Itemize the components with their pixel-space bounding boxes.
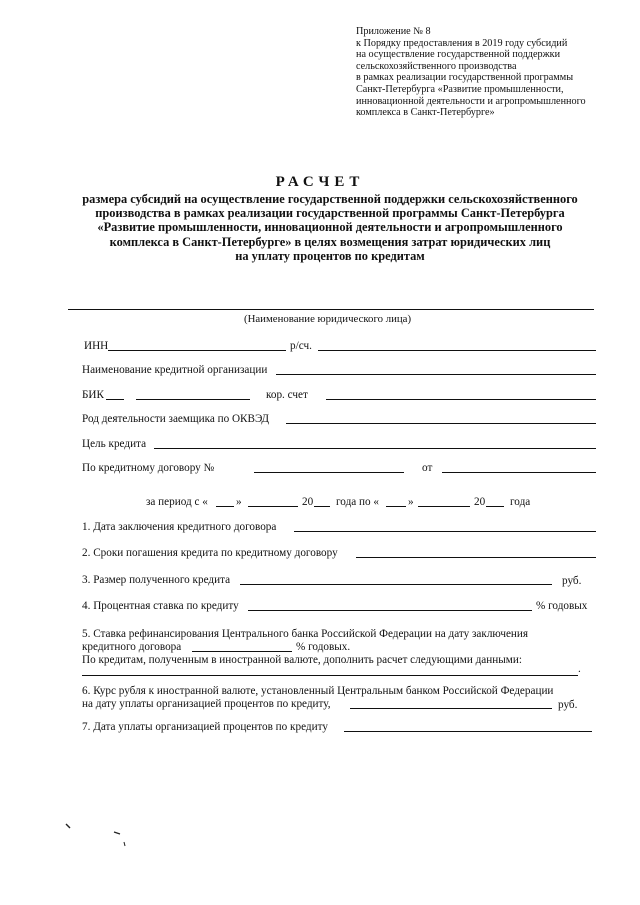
item-4-field[interactable] — [248, 610, 532, 611]
contract-number-field[interactable] — [254, 472, 404, 473]
account-label: р/сч. — [290, 340, 312, 352]
document-title: РАСЧЕТ — [275, 174, 365, 190]
okved-label: Род деятельности заемщика по ОКВЭД — [82, 413, 270, 425]
period-century: 20 — [302, 496, 314, 508]
scan-marks — [60, 820, 140, 860]
item-7-label: 7. Дата уплаты организацией процентов по кредиту — [82, 721, 328, 733]
loan-purpose-field[interactable] — [154, 448, 596, 449]
period-quote: » — [408, 496, 414, 508]
item-3-unit: руб. — [562, 575, 582, 587]
period-year-label: года — [510, 496, 531, 508]
foreign-currency-field[interactable] — [82, 675, 578, 676]
header-line: Приложение № 8 — [356, 26, 431, 37]
subtitle-line: производства в рамках реализации государственной программы Санкт-Петербурга — [95, 206, 565, 221]
inn-label: ИНН — [84, 340, 109, 352]
account-field[interactable] — [318, 350, 596, 351]
item-3-field[interactable] — [240, 584, 552, 585]
item-1-label: 1. Дата заключения кредитного договора — [82, 521, 277, 533]
appendix-header — [356, 26, 626, 119]
header-line: инновационной деятельности и агропромышленного — [356, 95, 586, 107]
period-from-label: за период с « — [146, 496, 208, 508]
period-start-day-field[interactable] — [216, 506, 234, 507]
scan-mark — [66, 824, 70, 828]
item-5-unit: % годовых. — [296, 641, 351, 653]
item-5-field[interactable] — [192, 651, 292, 652]
header-line: на осуществление государственной поддержки — [356, 49, 561, 61]
subtitle-line: размера субсидий на осуществление государственной поддержки сельскохозяйственного — [82, 192, 578, 206]
foreign-currency-period: . — [578, 663, 581, 675]
subtitle-line: комплекса в Санкт-Петербурге» в целях возмещения затрат юридических лиц — [109, 234, 551, 249]
inn-field[interactable] — [108, 350, 286, 351]
item-6-label: 6. Курс рубля к иностранной валюте, установленный Центральным банком Российской Федерации — [82, 685, 554, 697]
bank-name-field[interactable] — [276, 374, 596, 375]
document-subtitle — [60, 192, 600, 263]
header-line: комплекса в Санкт-Петербурге» — [356, 107, 495, 119]
item-7-field[interactable] — [344, 731, 592, 732]
period-to-label: года по « — [336, 496, 380, 508]
header-line: в рамках реализации государственной программы — [356, 72, 574, 84]
item-3-label: 3. Размер полученного кредита — [82, 574, 231, 586]
bank-name-label: Наименование кредитной организации — [82, 364, 268, 376]
period-century: 20 — [474, 496, 486, 508]
foreign-currency-note: По кредитам, полученным в иностранной валюте, дополнить расчет следующими данными: — [82, 654, 522, 666]
item-5-label: 5. Ставка рефинансирования Центрального банка Российской Федерации на дату заключения — [82, 628, 529, 640]
period-start-year-field[interactable] — [314, 506, 330, 507]
period-quote: » — [236, 496, 242, 508]
item-6-field[interactable] — [350, 708, 552, 709]
item-2-field[interactable] — [356, 557, 596, 558]
item-6-unit: руб. — [558, 699, 578, 711]
corr-account-label: кор. счет — [266, 389, 308, 401]
item-5-label-cont: кредитного договора — [82, 641, 182, 653]
bik-field[interactable] — [106, 399, 124, 400]
contract-label: По кредитному договору № — [82, 462, 215, 474]
entity-name-caption: (Наименование юридического лица) — [244, 313, 412, 325]
item-4-unit: % годовых — [536, 600, 588, 612]
header-line: Санкт-Петербурга «Развитие промышленности, — [356, 83, 564, 95]
period-end-month-field[interactable] — [418, 506, 470, 507]
period-start-month-field[interactable] — [248, 506, 298, 507]
bik-label: БИК — [82, 389, 104, 401]
subtitle-line: «Развитие промышленности, инновационной деятельности и агропромышленного — [97, 220, 563, 235]
okved-field[interactable] — [286, 423, 596, 424]
subtitle-line: на уплату процентов по кредитам — [235, 248, 425, 263]
loan-purpose-label: Цель кредита — [82, 438, 147, 450]
item-4-label: 4. Процентная ставка по кредиту — [82, 600, 239, 612]
bik-field-extension[interactable] — [136, 399, 250, 400]
contract-from-label: от — [422, 462, 433, 474]
scan-mark — [114, 832, 120, 834]
period-end-day-field[interactable] — [386, 506, 406, 507]
entity-name-field[interactable] — [68, 309, 594, 310]
contract-date-field[interactable] — [442, 472, 596, 473]
corr-account-field[interactable] — [326, 399, 596, 400]
item-6-label-cont: на дату уплаты организацией процентов по кредиту, — [82, 698, 331, 710]
period-end-year-field[interactable] — [486, 506, 504, 507]
item-2-label: 2. Сроки погашения кредита по кредитному договору — [82, 547, 338, 559]
item-1-field[interactable] — [294, 531, 596, 532]
scan-mark — [124, 842, 125, 846]
header-line: сельскохозяйственного производства — [356, 60, 517, 72]
header-line: к Порядку предоставления в 2019 году субсидий — [356, 37, 568, 49]
